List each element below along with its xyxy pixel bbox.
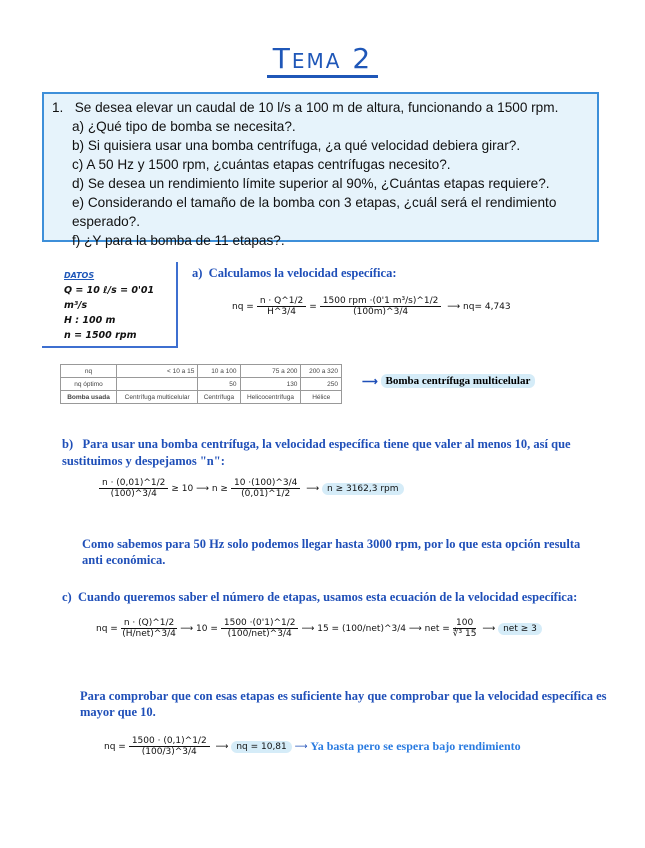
question: f) ¿Y para la bomba de 11 etapas?.: [72, 233, 285, 248]
formula-b: $\frac{n \cdot (0,01)\^{}1/2}{(100)\^{}3/4}$ ≥ 10 ⟶ n ≥ $\frac{10 \cdot(100)\^{}3/4}{(0,01)\^{}1/2}$ ⟶ n ≥ 3162,3 rpm: [96, 478, 404, 499]
section-c-heading: c) Cuando queremos saber el número de etapas, usamos esta ecuación de la velocidad específica:: [62, 590, 578, 604]
section-b-heading: b) Para usar una bomba centrífuga, la velocidad específica tiene que valer al menos 10, así que sustituimos y despejamos "n":: [62, 437, 571, 468]
formula-a: nq = $\frac{n \cdot Q\^{}1/2}{H\^{}3/4}$ = $\frac{\text{1500 rpm ·(0'1 m³/s)\textasciicircum{}1/2}}{(100m)\^{}3/4}$ ⟶ nq= 4,743: [232, 296, 511, 317]
problem-box: 1. Se desea elevar un caudal de 10 l/s a 100 m de altura, funcionando a 1500 rpm. a) ¿Qué tipo de bomba se necesita?. b) Si quisiera usar una bomba centrífuga, ¿a qué velocidad debiera girar?. c) A 50 Hz y 1500 rpm, ¿cuántas etapas centrífugas necesito?. d) Se desea un rendimiento límite superior al 90%, ¿Cuántas etapas requiere?. e) Considerando el tamaño de la bomba con 3 etapas, ¿cuál será el rendimiento esperado?. f) ¿Y para la bomba de 11 etapas?.: [42, 92, 599, 242]
page-title: Tema 2: [0, 42, 645, 75]
datos-box: DATOS Q = 10 ℓ/s = 0'01 m³/s H : 100 m n = 1500 rpm: [42, 262, 178, 348]
problem-statement: Se desea elevar un caudal de 10 l/s a 100 m de altura, funcionando a 1500 rpm.: [74, 100, 559, 115]
result-net: net ≥ 3: [498, 623, 542, 635]
result-nq: nq= 4,743: [463, 301, 511, 312]
question: d) Se desea un rendimiento límite superior al 90%, ¿Cuántas etapas requiere?.: [72, 176, 550, 191]
section-a-heading: a) Calculamos la velocidad específica:: [192, 266, 397, 280]
arrow-icon: ⟶: [362, 375, 381, 388]
c-note: Para comprobar que con esas etapas es suficiente hay que comprobar que la velocidad específica es mayor que 10.: [80, 689, 607, 719]
question: b) Si quisiera usar una bomba centrífuga, ¿a qué velocidad debiera girar?.: [72, 138, 521, 153]
result-n: n ≥ 3162,3 rpm: [322, 483, 404, 495]
formula-c: nq = $\frac{n \cdot (Q)\^{}1/2}{\text{(H/net)\textasciicircum{}3/4}}$ ⟶ 10 = $\frac{1500 \cdot(0'1)\^{}1/2}{\text{(100/net)\textasciicircum{}3/4}}$ ⟶ 15 = (100/net)^3/4 ⟶ net = $\frac{100}{\text{∜³ 15}}$ ⟶ net ≥ 3: [96, 618, 542, 639]
question: e) Considerando el tamaño de la bomba con 3 etapas, ¿cuál será el rendimiento esperado?.: [72, 195, 557, 229]
question: a) ¿Qué tipo de bomba se necesita?.: [72, 119, 296, 134]
a-result: ⟶ Bomba centrífuga multicelular: [362, 374, 535, 388]
b-note: Como sabemos para 50 Hz solo podemos llegar hasta 3000 rpm, por lo que esta opción resulta anti económica.: [82, 537, 581, 567]
pump-type-table: nq < 10 a 15 10 a 100 75 a 200 200 a 320 nq óptimo 50 130 250 Bomba usada Centrífuga multicelular Centrífuga Helicocentrífuga Hélice: [60, 364, 342, 404]
result-nq-check: nq = 10,81: [231, 741, 291, 753]
conclusion: Ya basta pero se espera bajo rendimiento: [310, 739, 521, 753]
question: c) A 50 Hz y 1500 rpm, ¿cuántas etapas centrífugas necesito?.: [72, 157, 451, 172]
formula-c-check: nq = $\frac{1500 \cdot (0,1)\^{}1/2}{(100/3)\^{}3/4}$ ⟶ nq = 10,81 ⟶ Ya basta pero se espera bajo rendimiento: [104, 736, 521, 757]
